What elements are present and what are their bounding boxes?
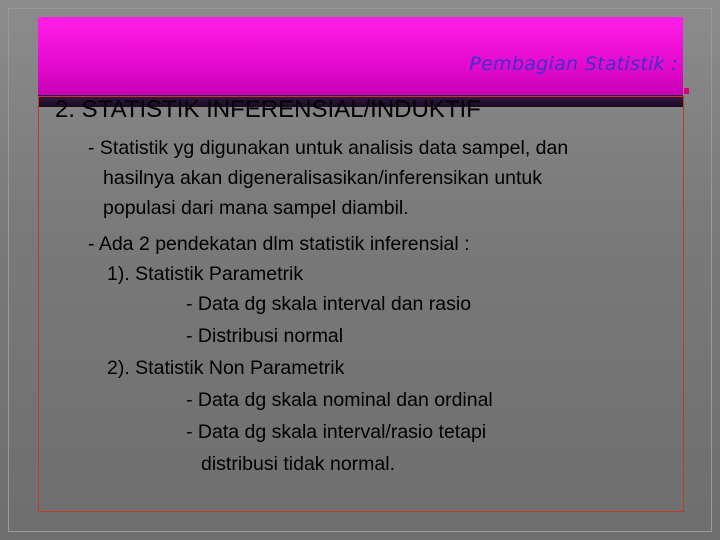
body-line: 1). Statistik Parametrik bbox=[107, 263, 304, 285]
body-line: - Data dg skala interval dan rasio bbox=[186, 293, 472, 315]
body-line: populasi dari mana sampel diambil. bbox=[103, 197, 409, 219]
body-line: distribusi tidak normal. bbox=[201, 453, 395, 475]
body-line: - Distribusi normal bbox=[186, 325, 344, 347]
section-heading: 2. STATISTIK INFERENSIAL/INDUKTIF bbox=[55, 96, 481, 123]
title-accent-mark bbox=[684, 88, 689, 94]
body-line: - Statistik yg digunakan untuk analisis data sampel, dan bbox=[88, 137, 569, 159]
body-line: - Data dg skala interval/rasio tetapi bbox=[186, 421, 487, 443]
body-line: - Data dg skala nominal dan ordinal bbox=[186, 389, 493, 411]
body-line: 2). Statistik Non Parametrik bbox=[107, 357, 345, 379]
body-line: - Ada 2 pendekatan dlm statistik inferensial : bbox=[88, 233, 470, 255]
body-line: hasilnya akan digeneralisasikan/inferensikan untuk bbox=[103, 167, 543, 189]
slide-title: Pembagian Statistik : bbox=[469, 53, 678, 75]
